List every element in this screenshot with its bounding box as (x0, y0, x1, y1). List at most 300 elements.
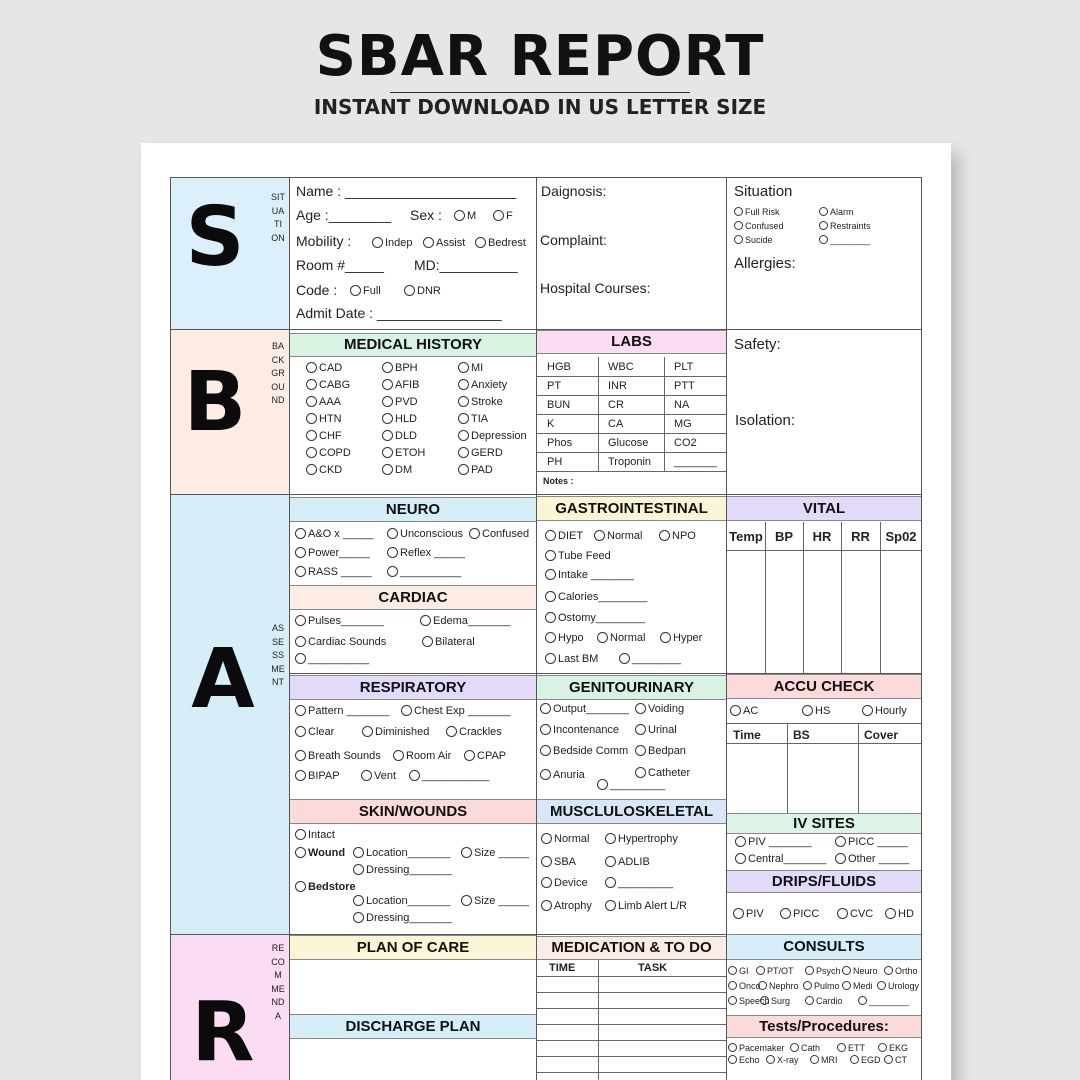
gu-anuria[interactable]: Anuria (540, 769, 585, 782)
med-row-line (537, 976, 726, 977)
option-label: HTN (319, 413, 342, 425)
lab-cell: WBC (608, 361, 634, 373)
medical-history-item[interactable] (458, 413, 488, 426)
lab-cell: NA (674, 399, 690, 411)
lab-cell: INR (608, 380, 627, 392)
consult-option[interactable] (805, 965, 841, 978)
vital-col-line (765, 522, 766, 673)
drips-header: DRIPS/FLUIDS (727, 870, 921, 893)
bedstore-location[interactable]: Location_______ (353, 895, 450, 908)
option-label: Psych (816, 966, 841, 976)
test-option[interactable] (810, 1054, 838, 1067)
option-label: EKG (889, 1043, 909, 1053)
option-label: Depression (471, 430, 527, 442)
sit-restraints[interactable]: Restraints (819, 220, 871, 233)
vital-col-header: RR (851, 529, 870, 544)
safety-label: Safety: (734, 336, 781, 353)
resp-other[interactable]: ___________ (409, 770, 489, 783)
vital-header-line (727, 550, 921, 551)
checkbox-icon[interactable] (756, 966, 765, 975)
cardiac-edema[interactable]: Edema_______ (420, 615, 511, 628)
lab-cell: PT (547, 380, 562, 392)
checkbox-icon[interactable] (458, 430, 469, 441)
option-label: COPD (319, 447, 351, 459)
skin-bedstore[interactable]: Bedstore (295, 881, 356, 894)
gi-last-bm[interactable]: Last BM (545, 653, 598, 666)
msk-normal[interactable]: Normal (541, 833, 589, 846)
option-label: Cardio (816, 996, 843, 1006)
wound-location[interactable]: Location_______ (353, 847, 450, 860)
neuro-confused[interactable]: Confused (469, 528, 529, 541)
checkbox-icon[interactable] (382, 413, 393, 424)
page-title: SBAR REPORT (315, 24, 765, 89)
sit-alarm[interactable]: Alarm (819, 206, 854, 219)
consult-option[interactable] (756, 965, 794, 978)
lab-row-line (537, 395, 726, 396)
lab-cell: CA (608, 418, 624, 430)
checkbox-icon[interactable] (850, 1055, 859, 1064)
gi-calories[interactable]: Calories________ (545, 591, 647, 604)
checkbox-icon[interactable] (458, 379, 469, 390)
consult-option[interactable] (760, 995, 790, 1008)
lab-cell: Phos (547, 437, 573, 449)
medication-header: MEDICATION & TO DO (537, 936, 726, 960)
checkbox-icon[interactable] (877, 981, 886, 990)
option-label: Surg (771, 996, 791, 1006)
respiratory-header: RESPIRATORY (290, 675, 536, 700)
neuro-other[interactable]: __________ (387, 566, 461, 579)
iv-central[interactable]: Central_______ (735, 853, 826, 866)
checkbox-icon[interactable] (458, 413, 469, 424)
resp-breath-sounds[interactable]: Breath Sounds (295, 750, 381, 763)
option-label: PT/OT (767, 966, 794, 976)
vital-col-header: Temp (729, 529, 763, 544)
msk-sba[interactable]: SBA (541, 856, 576, 869)
neuro-unconscious[interactable]: Unconscious (387, 528, 463, 541)
sex-label: Sex : (410, 207, 442, 223)
msk-other[interactable]: _________ (605, 877, 673, 890)
medical-history-item[interactable] (458, 379, 507, 392)
gu-catheter[interactable]: Catheter (635, 767, 690, 780)
option-label: CT (895, 1055, 907, 1065)
medical-history-item[interactable] (306, 464, 342, 477)
option-label: Pulmo (814, 981, 840, 991)
option-label: EGD (861, 1055, 881, 1065)
medical-history-item[interactable] (458, 396, 503, 409)
gu-other[interactable]: _________ (597, 779, 665, 792)
lab-cell: HGB (547, 361, 571, 373)
gi-diet[interactable]: DIET (545, 530, 583, 543)
option-label: ________ (869, 996, 910, 1006)
vertical-recommenda: RECOMMENDA (271, 943, 285, 1021)
test-option[interactable] (728, 1054, 760, 1067)
option-label: CHF (319, 430, 342, 442)
resp-diminished[interactable]: Diminished (362, 726, 429, 739)
mobility-bedrest[interactable]: Bedrest (475, 237, 526, 250)
page-subtitle: INSTANT DOWNLOAD IN US LETTER SIZE (313, 95, 767, 119)
checkbox-icon[interactable] (760, 996, 769, 1005)
option-label: Neuro (853, 966, 878, 976)
med-row-line (537, 1008, 726, 1009)
gi-ostomy[interactable]: Ostomy________ (545, 612, 645, 625)
consult-option[interactable] (728, 965, 749, 978)
code-dnr[interactable]: DNR (404, 285, 441, 298)
lab-cell: PLT (674, 361, 694, 373)
option-label: DLD (395, 430, 418, 442)
checkbox-icon[interactable] (878, 1043, 887, 1052)
situation-diagnosis-box (536, 177, 727, 330)
medical-history-item[interactable] (382, 396, 418, 409)
checkbox-icon[interactable] (842, 981, 851, 990)
iv-picc[interactable]: PICC _____ (835, 836, 908, 849)
accu-line (727, 743, 921, 744)
option-label: Pacemaker (739, 1043, 785, 1053)
situation-title: Situation (734, 183, 793, 200)
msk-atrophy[interactable]: Atrophy (541, 900, 592, 913)
gi-hyper[interactable]: Hyper (660, 632, 702, 645)
checkbox-icon[interactable] (306, 430, 317, 441)
option-label: Nephro (769, 981, 799, 991)
skin-header: SKIN/WOUNDS (290, 799, 536, 824)
complaint-label: Complaint: (540, 232, 607, 248)
msk-adlib[interactable]: ADLIB (605, 856, 650, 869)
checkbox-icon[interactable] (382, 362, 393, 373)
lab-cell: PTT (674, 380, 695, 392)
admit-date-field[interactable]: Admit Date : ________________ (296, 305, 502, 321)
accu-col-header: Time (733, 728, 761, 742)
option-label: PAD (471, 464, 493, 476)
msk-device[interactable]: Device (541, 877, 588, 890)
medical-history-item[interactable] (458, 447, 503, 460)
lab-cell: K (547, 418, 555, 430)
medical-history-item[interactable] (458, 464, 493, 477)
checkbox-icon[interactable] (728, 1043, 737, 1052)
resp-crackles[interactable]: Crackles (446, 726, 502, 739)
medical-history-item[interactable] (306, 396, 341, 409)
medical-history-item[interactable] (306, 362, 342, 375)
checkbox-icon[interactable] (858, 996, 867, 1005)
gi-other[interactable]: ________ (619, 653, 681, 666)
wound-size[interactable]: Size _____ (461, 847, 529, 860)
cardiac-header: CARDIAC (290, 585, 536, 610)
msk-hypertrophy[interactable]: Hypertrophy (605, 833, 678, 846)
medical-history-item[interactable] (306, 430, 342, 443)
mobility-assist[interactable]: Assist (423, 237, 465, 250)
lab-cell: MG (674, 418, 692, 430)
gu-header: GENITOURINARY (537, 675, 726, 700)
lab-cell: BUN (547, 399, 571, 411)
gu-bedside-comm[interactable]: Bedside Comm (540, 745, 628, 758)
consult-option[interactable] (884, 965, 918, 978)
med-row-line (537, 1072, 726, 1073)
consult-option[interactable] (758, 980, 799, 993)
option-label: CABG (319, 379, 351, 391)
vital-col-header: BP (774, 529, 794, 544)
lab-col-line (664, 357, 665, 471)
lab-row-line (537, 414, 726, 415)
med-col-line (598, 960, 599, 1080)
option-label: MRI (821, 1055, 838, 1065)
letter-s: S (185, 190, 245, 285)
sit-sucide[interactable]: Sucide (734, 234, 773, 247)
gu-output[interactable]: Output_______ (540, 703, 629, 716)
cardiac-pulses[interactable]: Pulses_______ (295, 615, 384, 628)
accu-check-header: ACCU CHECK (727, 674, 921, 699)
checkbox-icon[interactable] (458, 447, 469, 458)
option-label: TIA (471, 413, 489, 425)
sex-m-option[interactable]: M (454, 210, 476, 223)
checkbox-icon[interactable] (884, 966, 893, 975)
accu-col-header: BS (793, 728, 810, 742)
gi-hypo[interactable]: Hypo (545, 632, 584, 645)
option-label: Echo (739, 1055, 760, 1065)
gi-npo[interactable]: NPO (659, 530, 696, 543)
wound-dressing[interactable]: Dressing_______ (353, 864, 452, 877)
checkbox-icon[interactable] (810, 1055, 819, 1064)
plan-of-care-header: PLAN OF CARE (290, 935, 536, 960)
gu-incontenance[interactable]: Incontenance (540, 724, 619, 737)
checkbox-icon[interactable] (306, 413, 317, 424)
resp-room-air[interactable]: Room Air (393, 750, 451, 763)
sit-confused[interactable]: Confused (734, 220, 784, 233)
medical-history-item[interactable] (306, 413, 342, 426)
checkbox-icon[interactable] (458, 362, 469, 373)
resp-vent[interactable]: Vent (361, 770, 396, 783)
lab-row-line (537, 376, 726, 377)
option-label: AFIB (395, 379, 420, 391)
option-label: ETT (848, 1043, 865, 1053)
accu-ac[interactable]: AC (730, 705, 758, 718)
mobility-label: Mobility : (296, 233, 352, 249)
option-label: DM (395, 464, 413, 476)
option-label: HLD (395, 413, 418, 425)
neuro-rass[interactable]: RASS _____ (295, 566, 372, 579)
checkbox-icon[interactable] (306, 447, 317, 458)
lab-cell: PH (547, 456, 563, 468)
medical-history-item[interactable] (458, 430, 527, 443)
consult-option[interactable] (805, 995, 843, 1008)
medical-history-item[interactable] (458, 362, 483, 375)
drips-piv[interactable]: PIV (733, 908, 764, 921)
test-option[interactable] (850, 1054, 881, 1067)
lab-cell: CR (608, 399, 624, 411)
cardiac-other[interactable]: __________ (295, 653, 369, 666)
checkbox-icon[interactable] (382, 447, 393, 458)
accu-col-line (787, 723, 788, 813)
checkbox-icon[interactable] (728, 981, 737, 990)
checkbox-icon[interactable] (842, 966, 851, 975)
lab-cell: CO2 (674, 437, 697, 449)
resp-chest-exp[interactable]: Chest Exp _______ (401, 705, 511, 718)
medical-history-item[interactable] (382, 464, 412, 477)
gu-voiding[interactable]: Voiding (635, 703, 684, 716)
option-label: GI (739, 966, 749, 976)
checkbox-icon[interactable] (803, 981, 812, 990)
gi-header: GASTROINTESTINAL (537, 496, 726, 521)
consult-option[interactable] (803, 980, 840, 993)
checkbox-icon[interactable] (790, 1043, 799, 1052)
accu-hourly[interactable]: Hourly (862, 705, 907, 718)
medical-history-item[interactable] (382, 362, 418, 375)
cardiac-sounds[interactable]: Cardiac Sounds (295, 636, 386, 649)
vital-col-line (803, 522, 804, 673)
neuro-power[interactable]: Power_____ (295, 547, 370, 560)
lab-row-line (537, 471, 726, 472)
accu-hs[interactable]: HS (802, 705, 830, 718)
allergies-label: Allergies: (734, 255, 796, 272)
drips-cvc[interactable]: CVC (837, 908, 873, 921)
letter-b: B (183, 355, 247, 450)
labs-notes: Notes : (543, 476, 574, 486)
drips-picc[interactable]: PICC (780, 908, 819, 921)
skin-intact[interactable]: Intact (295, 829, 335, 842)
option-label: PVD (395, 396, 418, 408)
option-label: CKD (319, 464, 343, 476)
skin-wound[interactable]: Wound (295, 847, 345, 860)
labs-header: LABS (537, 330, 726, 354)
sex-f-option[interactable]: F (493, 210, 513, 223)
gu-urinal[interactable]: Urinal (635, 724, 677, 737)
option-label: Cath (801, 1043, 821, 1053)
vertical-situation: SITUATION (271, 192, 286, 243)
medical-history-item[interactable] (382, 413, 417, 426)
resp-cpap[interactable]: CPAP (464, 750, 506, 763)
option-label: Urology (888, 981, 920, 991)
checkbox-icon[interactable] (382, 396, 393, 407)
gi-normal-bowel[interactable]: Normal (597, 632, 645, 645)
lab-row-line (537, 452, 726, 453)
tests-header: Tests/Procedures: (727, 1015, 921, 1038)
checkbox-icon[interactable] (728, 1055, 737, 1064)
checkbox-icon[interactable] (382, 464, 393, 475)
checkbox-icon[interactable] (837, 1043, 846, 1052)
option-label: BPH (395, 362, 418, 374)
resp-clear[interactable]: Clear (295, 726, 334, 739)
lab-cell: Glucose (608, 437, 649, 449)
discharge-plan-header: DISCHARGE PLAN (290, 1014, 536, 1039)
vital-col-header: HR (812, 529, 832, 544)
medical-history-header: MEDICAL HISTORY (290, 333, 536, 357)
age-field[interactable]: Age :________ (296, 207, 391, 223)
med-row-line (537, 992, 726, 993)
test-option[interactable] (766, 1054, 799, 1067)
medical-history-item[interactable] (382, 430, 417, 443)
letter-a: A (191, 632, 255, 727)
consult-option[interactable] (842, 965, 878, 978)
vertical-assessment: ASSESSMENT (271, 623, 285, 688)
neuro-reflex[interactable]: Reflex _____ (387, 547, 465, 560)
room-field[interactable]: Room #_____ (296, 257, 384, 273)
drips-hd[interactable]: HD (885, 908, 914, 921)
lab-cell: _______ (674, 456, 717, 468)
option-label: Anxiety (471, 379, 508, 391)
checkbox-icon[interactable] (306, 362, 317, 373)
option-label: CAD (319, 362, 343, 374)
diagnosis-label: Daignosis: (541, 183, 607, 199)
checkbox-icon[interactable] (766, 1055, 775, 1064)
med-time-header: TIME (549, 962, 576, 974)
consult-option[interactable] (877, 980, 919, 993)
gi-intake[interactable]: Intake _______ (545, 569, 634, 582)
vital-col-line (880, 522, 881, 673)
option-label: ETOH (395, 447, 426, 459)
bedstore-size[interactable]: Size _____ (461, 895, 529, 908)
hospital-courses-label: Hospital Courses: (540, 280, 651, 296)
letter-r: R (191, 985, 255, 1080)
cardiac-bilateral[interactable]: Bilateral (422, 636, 475, 649)
med-task-header: TASK (638, 962, 668, 974)
sit-full-risk[interactable]: Full Risk (734, 206, 780, 219)
med-row-line (537, 1040, 726, 1041)
checkbox-icon[interactable] (728, 966, 737, 975)
option-label: X-ray (777, 1055, 799, 1065)
consult-option[interactable] (842, 980, 873, 993)
gi-normal[interactable]: Normal (594, 530, 642, 543)
vital-header: VITAL (727, 496, 921, 521)
gi-box (536, 494, 727, 674)
mobility-indep[interactable]: Indep (372, 237, 413, 250)
medical-history-item[interactable] (382, 379, 419, 392)
sit-other[interactable]: ________ (819, 234, 870, 247)
test-option[interactable] (884, 1054, 907, 1067)
code-label: Code : (296, 282, 338, 298)
iv-other[interactable]: Other _____ (835, 853, 909, 866)
accu-col-line (858, 723, 859, 813)
medical-history-item[interactable] (306, 447, 351, 460)
checkbox-icon[interactable] (382, 379, 393, 390)
option-label: Stroke (471, 396, 503, 408)
checkbox-icon[interactable] (805, 996, 814, 1005)
checkbox-icon[interactable] (758, 981, 767, 990)
isolation-label: Isolation: (735, 412, 796, 429)
checkbox-icon[interactable] (728, 996, 737, 1005)
resp-pattern[interactable]: Pattern _______ (295, 705, 389, 718)
neuro-header: NEURO (290, 497, 536, 522)
md-field[interactable]: MD:__________ (414, 257, 518, 273)
option-label: AAA (319, 396, 342, 408)
title-divider (390, 92, 690, 93)
neuro-ao[interactable]: A&O x _____ (295, 528, 373, 541)
checkbox-icon[interactable] (884, 1055, 893, 1064)
option-label: GERD (471, 447, 503, 459)
consult-option[interactable] (858, 995, 909, 1008)
checkbox-icon[interactable] (306, 396, 317, 407)
medical-history-item[interactable] (382, 447, 425, 460)
consults-header: CONSULTS (727, 934, 921, 960)
iv-piv[interactable]: PIV _______ (735, 836, 812, 849)
med-row-line (537, 1024, 726, 1025)
consult-option[interactable] (728, 980, 761, 993)
checkbox-icon[interactable] (382, 430, 393, 441)
bedstore-dressing[interactable]: Dressing_______ (353, 912, 452, 925)
resp-bipap[interactable]: BIPAP (295, 770, 340, 783)
medical-history-item[interactable] (306, 379, 350, 392)
option-label: Speech (739, 996, 770, 1006)
lab-row-line (537, 433, 726, 434)
gi-tube-feed[interactable]: Tube Feed (545, 550, 611, 563)
msk-limb-alert[interactable]: Limb Alert L/R (605, 900, 687, 913)
checkbox-icon[interactable] (805, 966, 814, 975)
option-label: Medi (853, 981, 873, 991)
checkbox-icon[interactable] (458, 464, 469, 475)
name-field[interactable]: Name : ______________________ (296, 183, 517, 199)
checkbox-icon[interactable] (458, 396, 469, 407)
code-full[interactable]: Full (350, 285, 381, 298)
checkbox-icon[interactable] (306, 379, 317, 390)
vertical-background: BACKGROUND (271, 341, 285, 406)
gu-bedpan[interactable]: Bedpan (635, 745, 686, 758)
checkbox-icon[interactable] (306, 464, 317, 475)
